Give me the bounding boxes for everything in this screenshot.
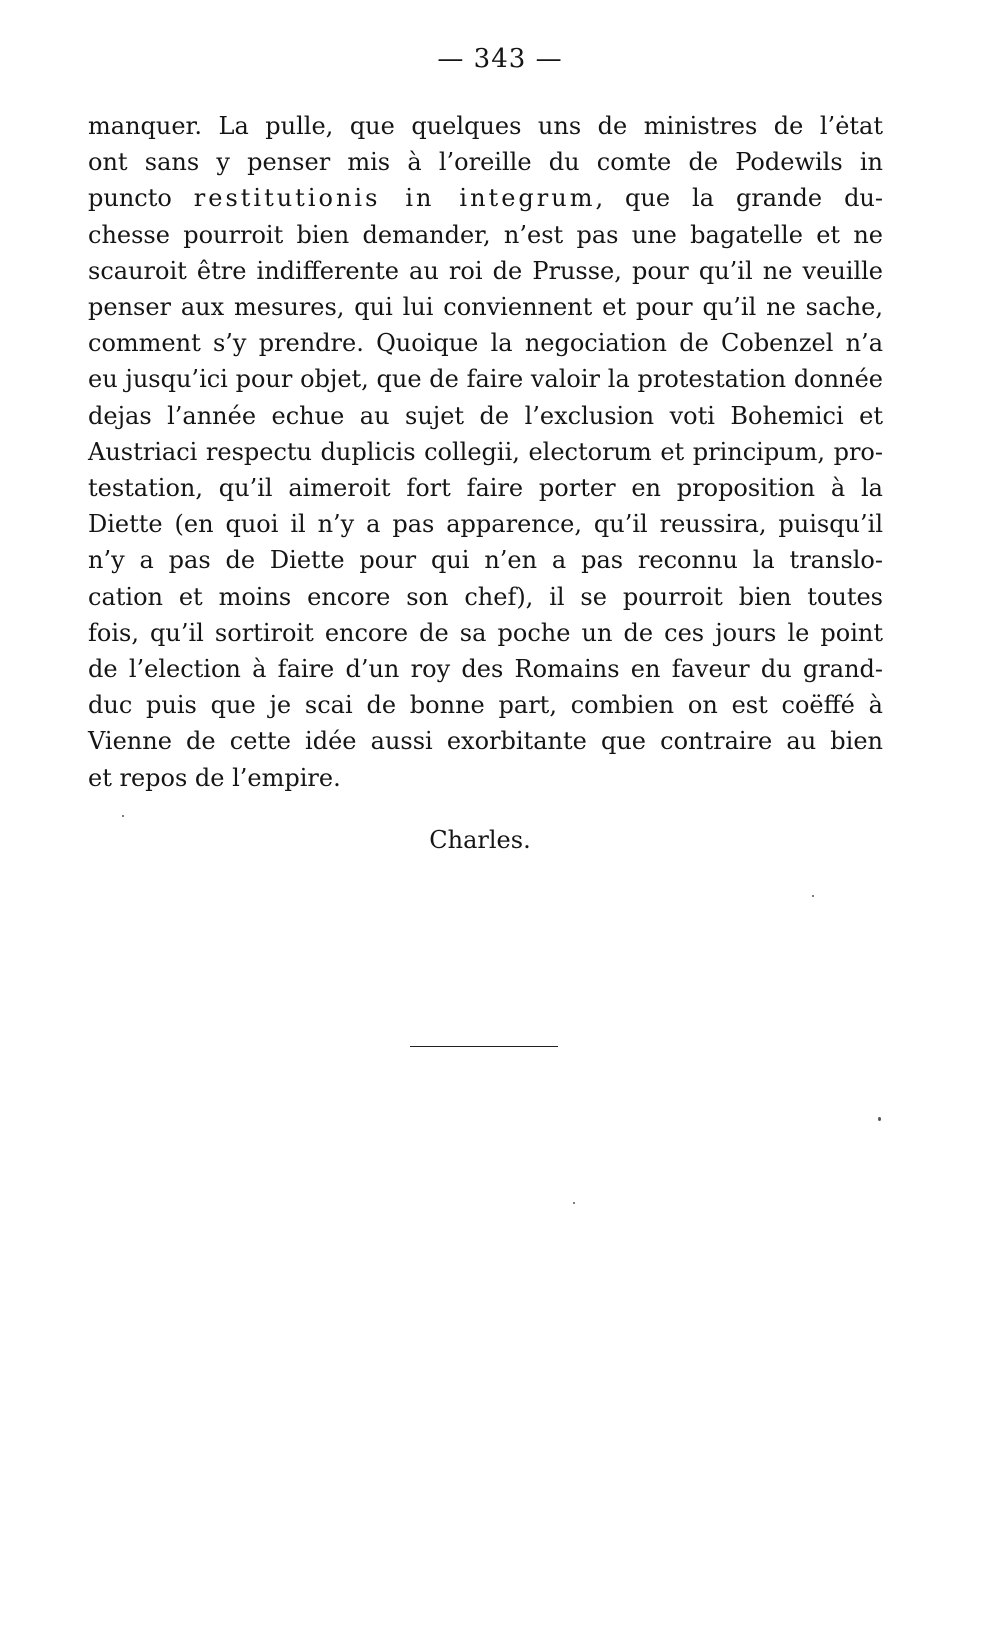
text-line: penser aux mesures, qui lui conviennent et pour qu’il ne sache, — [88, 293, 883, 322]
text-line: cation et moins encore son chef), il se pourroit bien toutes — [88, 582, 883, 611]
text-line: dejas l’année echue au sujet de l’exclusion voti Bohemici et — [88, 401, 883, 430]
text-line: n’y a pas de Diette pour qui n’en a pas reconnu la translo- — [88, 546, 883, 575]
text-line: et repos de l’empire. — [88, 763, 341, 792]
letter-body — [88, 108, 883, 796]
text-line: eu jusqu’ici pour objet, que de faire valoir la protestation donnée — [88, 365, 883, 394]
text-segment: puncto — [88, 184, 194, 213]
text-line: testation, qu’il aimeroit fort faire porter en proposition à la — [88, 474, 883, 503]
text-line: chesse pourroit bien demander, n’est pas une bagatelle et ne — [88, 220, 883, 249]
page-number: — 343 — — [437, 44, 563, 74]
paper-speck — [812, 895, 814, 897]
text-line: Diette (en quoi il n’y a pas apparence, qu’il reussira, puisqu’il — [88, 510, 883, 539]
text-line: manquer. La pulle, que quelques uns de ministres de l’ėtat — [88, 112, 883, 140]
text-line: Austriaci respectu duplicis collegii, electorum et principum, pro- — [88, 437, 883, 466]
paper-speck — [122, 815, 124, 817]
spaced-latin-phrase: restitutionis in integrum — [193, 184, 596, 213]
paper-speck — [573, 1202, 575, 1204]
text-line: fois, qu’il sortiroit encore de sa poche un de ces jours le point — [88, 618, 883, 647]
text-line: de l’election à faire d’un roy des Romains en faveur du grand- — [88, 655, 883, 684]
text-line: ont sans y penser mis à l’oreille du comte de Podewils in — [88, 148, 883, 177]
signature: Charles. — [429, 826, 531, 854]
text-segment: , que la grande du- — [595, 184, 883, 213]
paper-speck — [878, 1117, 881, 1121]
text-line: Vienne de cette idée aussi exorbitante que contraire au bien — [88, 727, 883, 756]
text-line: scauroit être indifferente au roi de Prusse, pour qu’il ne veuille — [88, 256, 883, 285]
text-line: duc puis que je scai de bonne part, combien on est coëffé à — [88, 691, 883, 720]
text-line: comment s’y prendre. Quoique la negociation de Cobenzel n’a — [88, 329, 883, 358]
text-line — [88, 180, 883, 216]
section-rule — [410, 1046, 558, 1047]
